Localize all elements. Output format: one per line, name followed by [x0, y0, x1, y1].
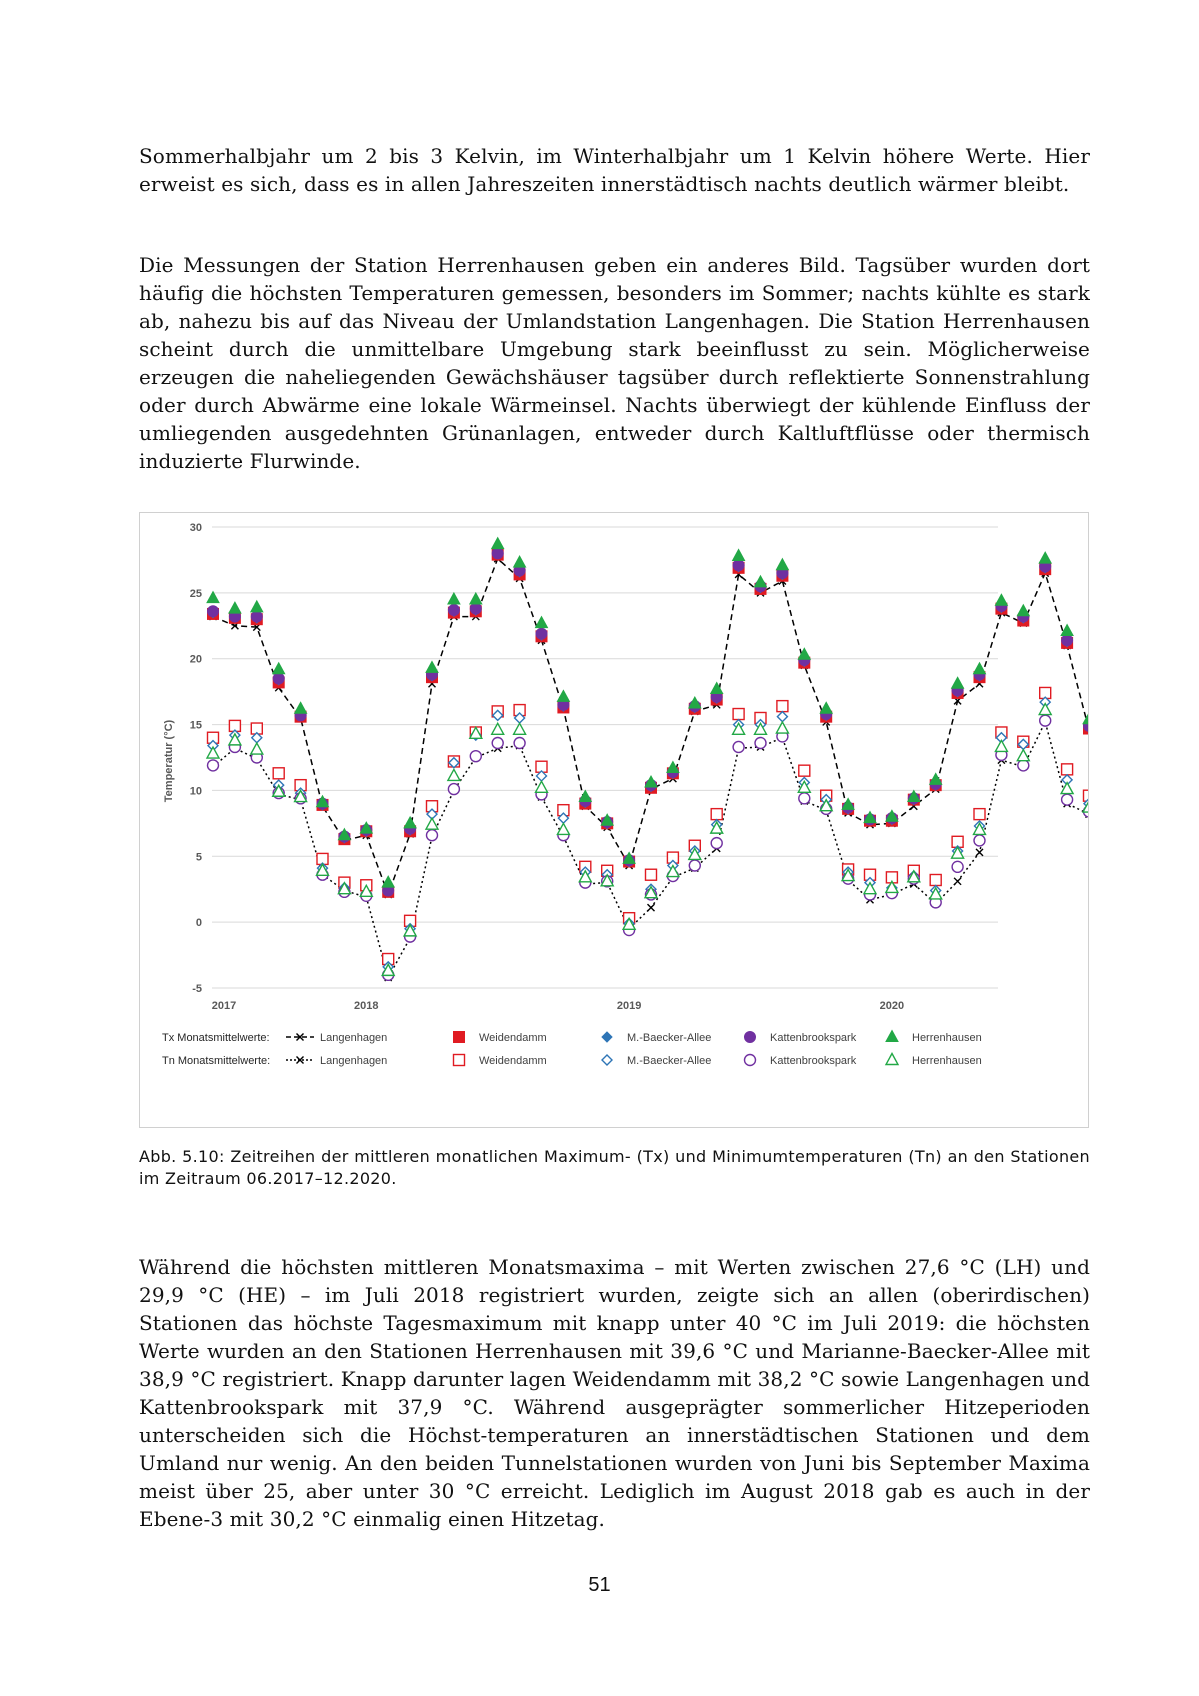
temperature-chart-figure	[139, 512, 1089, 1128]
point-tn-kattenbrookspark	[733, 741, 744, 752]
point-tx-kattenbrookspark	[733, 560, 744, 571]
point-tn-herrenhausen	[1039, 704, 1051, 715]
point-tn-weidendamm	[273, 768, 284, 779]
series-markers	[207, 538, 1088, 981]
legend-entry-label: Weidendamm	[479, 1055, 547, 1067]
temperature-chart	[140, 513, 1088, 1127]
point-tn-herrenhausen	[1017, 750, 1029, 761]
legend-marker	[886, 1031, 898, 1042]
point-tn-herrenhausen	[1061, 783, 1073, 794]
legend-entry-label: Herrenhausen	[912, 1032, 982, 1044]
point-tn-kattenbrookspark	[514, 738, 525, 749]
x-tick-label: 2020	[879, 1000, 905, 1012]
x-tick-label: 2018	[354, 1000, 379, 1012]
point-tx-herrenhausen	[251, 601, 263, 612]
legend-entry-label: M.-Baecker-Allee	[627, 1032, 712, 1044]
point-tx-herrenhausen	[404, 817, 416, 828]
point-tx-herrenhausen	[995, 594, 1007, 605]
point-tn-langenhagen	[954, 878, 961, 885]
point-tx-herrenhausen	[820, 702, 832, 713]
point-tx-herrenhausen	[1017, 605, 1029, 616]
point-tx-kattenbrookspark	[492, 548, 503, 559]
point-tn-kattenbrookspark	[689, 860, 700, 871]
point-tx-herrenhausen	[448, 593, 460, 604]
point-tn-kattenbrookspark	[974, 835, 985, 846]
x-tick-label: 2017	[211, 1000, 237, 1012]
point-tx-kattenbrookspark	[1062, 635, 1073, 646]
point-tn-kattenbrookspark	[952, 861, 963, 872]
point-tx-herrenhausen	[952, 677, 964, 688]
y-tick-label: 30	[189, 522, 202, 534]
point-tx-herrenhausen	[930, 773, 942, 784]
y-tick-label: 20	[189, 653, 202, 666]
y-tick-labels	[190, 522, 202, 995]
point-tx-herrenhausen	[974, 663, 986, 674]
point-tn-kattenbrookspark	[711, 838, 722, 849]
point-tx-herrenhausen	[229, 602, 241, 613]
point-tn-langenhagen	[648, 904, 655, 911]
point-tn-weidendamm	[974, 809, 985, 820]
point-tn-herrenhausen	[995, 740, 1007, 751]
legend-entry-label: Langenhagen	[320, 1032, 388, 1044]
point-tx-herrenhausen	[557, 690, 569, 701]
legend-row-label: Tx Monatsmittelwerte:	[162, 1032, 270, 1044]
y-tick-label: 10	[189, 785, 202, 798]
point-tx-herrenhausen	[776, 559, 788, 570]
y-tick-label: 15	[189, 719, 202, 732]
legend-entry-label: Herrenhausen	[912, 1055, 982, 1067]
figure-caption: Abb. 5.10: Zeitreihen der mittleren monatlichen Maximum- (Tx) und Minimumtemperaturen (Tn) an den Stationen im Zeitraum 06.2017–12.2020.	[139, 1147, 1090, 1188]
point-tn-kattenbrookspark	[1062, 794, 1073, 805]
point-tx-herrenhausen	[755, 576, 767, 587]
point-tn-m-baecker-allee	[777, 712, 787, 722]
legend-row-label: Tn Monatsmittelwerte:	[162, 1055, 271, 1067]
legend-entry-label: Weidendamm	[479, 1032, 547, 1044]
legend-entry-label: Kattenbrookspark	[770, 1032, 857, 1044]
paragraph-intro: Sommerhalbjahr um 2 bis 3 Kelvin, im Winterhalbjahr um 1 Kelvin höhere Werte. Hier erweist es sich, dass es in allen Jahreszeiten innerstädtisch nachts deutlich wärmer bleibt.	[139, 144, 1090, 196]
point-tx-kattenbrookspark	[448, 604, 459, 615]
point-tx-herrenhausen	[1039, 552, 1051, 563]
point-tx-kattenbrookspark	[208, 606, 219, 617]
point-tn-kattenbrookspark	[208, 760, 219, 771]
point-tx-herrenhausen	[514, 556, 526, 567]
legend-marker	[745, 1055, 756, 1066]
point-tx-herrenhausen	[579, 791, 591, 802]
legend	[162, 1031, 982, 1068]
grid-layer	[212, 527, 998, 988]
x-tick-label: 2019	[616, 1000, 642, 1012]
point-tx-herrenhausen	[295, 702, 307, 713]
point-tn-langenhagen	[976, 849, 983, 856]
point-tx-herrenhausen	[426, 661, 438, 672]
point-tn-herrenhausen	[448, 769, 460, 780]
legend-entry-label: Kattenbrookspark	[770, 1055, 857, 1067]
y-tick-label: 5	[195, 851, 202, 864]
legend-entry-label: M.-Baecker-Allee	[627, 1055, 712, 1067]
point-tn-weidendamm	[930, 874, 941, 885]
point-tn-weidendamm	[1062, 764, 1073, 775]
y-tick-label: -5	[192, 983, 202, 995]
point-tx-kattenbrookspark	[470, 603, 481, 614]
paragraph-maxima: Während die höchsten mittleren Monatsmaxima – mit Werten zwischen 27,6 °C (LH) und 29,9 °C (HE) – im Juli 2018 registriert wurden, zeigte sich an allen (oberirdischen) Stationen das höchste Tagesmaximum mit knapp unter 40 °C im Juli 2019: die höchsten Werte wurden an den Stationen Herrenhausen mit 39,6 °C und Marianne-Baecker-Allee mit 38,9 °C registriert. Knapp darunter lagen Weidendamm mit 38,2 °C sowie Langenhagen und Kattenbrookspark mit 37,9 °C. Während ausgeprägter sommerlicher Hitzeperioden unterscheiden sich die Höchst-temperaturen an innerstädtischen Stationen und dem Umland nur wenig. An den beiden Tunnelstationen wurden von Juni bis September Maxima meist über 25, aber unter 30 °C erreicht. Lediglich im August 2018 gab es auch in der Ebene-3 mit 30,2 °C einmalig einen Hitzetag.	[139, 1255, 1090, 1531]
point-tn-kattenbrookspark	[755, 738, 766, 749]
y-tick-label: 25	[189, 587, 202, 600]
y-tick-label: 0	[195, 917, 202, 930]
point-tx-kattenbrookspark	[273, 673, 284, 684]
point-tx-kattenbrookspark	[251, 611, 262, 622]
paragraph-herrenhausen: Die Messungen der Station Herrenhausen geben ein anderes Bild. Tagsüber wurden dort häufig die höchsten Temperaturen gemessen, besonders im Sommer; nachts kühlte es stark ab, nahezu bis auf das Niveau der Umlandstation Langenhagen. Die Station Herrenhausen scheint durch die unmittelbare Umgebung stark beeinflusst zu sein. Möglicherweise erzeugen die naheliegenden Gewächshäuser tagsüber durch reflektierte Sonnenstrahlung oder durch Abwärme eine lokale Wärmeinsel. Nachts überwiegt der kühlende Einfluss der umliegenden ausgedehnten Grünanlagen, entweder durch Kaltluftflüsse oder thermisch induzierte Flurwinde.	[139, 253, 1090, 473]
point-tn-herrenhausen	[776, 722, 788, 733]
point-tn-weidendamm	[711, 809, 722, 820]
point-tn-kattenbrookspark	[448, 784, 459, 795]
y-axis-label: Temperatur (°C)	[163, 719, 175, 803]
page-number: 51	[588, 1574, 611, 1596]
point-tn-weidendamm	[733, 709, 744, 720]
x-tick-labels	[212, 1000, 904, 1012]
point-tn-herrenhausen	[251, 743, 263, 754]
legend-marker	[886, 1054, 898, 1065]
legend-marker	[745, 1032, 756, 1043]
point-tx-herrenhausen	[273, 663, 285, 674]
point-tn-kattenbrookspark	[799, 793, 810, 804]
point-tn-kattenbrookspark	[492, 738, 503, 749]
point-tx-herrenhausen	[536, 617, 548, 628]
point-tx-kattenbrookspark	[536, 628, 547, 639]
point-tn-herrenhausen	[536, 781, 548, 792]
point-tx-herrenhausen	[470, 593, 482, 604]
point-tn-weidendamm	[646, 869, 657, 880]
point-tn-herrenhausen	[207, 747, 219, 758]
legend-marker	[602, 1032, 612, 1042]
point-tn-kattenbrookspark	[1018, 760, 1029, 771]
legend-entry-label: Langenhagen	[320, 1055, 388, 1067]
point-tx-herrenhausen	[733, 549, 745, 560]
legend-marker	[454, 1032, 465, 1043]
point-tn-kattenbrookspark	[1040, 715, 1051, 726]
legend-marker	[454, 1055, 465, 1066]
point-tn-kattenbrookspark	[470, 751, 481, 762]
point-tn-herrenhausen	[426, 818, 438, 829]
legend-marker	[602, 1055, 612, 1065]
point-tn-weidendamm	[777, 701, 788, 712]
point-tn-weidendamm	[799, 765, 810, 776]
point-tn-kattenbrookspark	[427, 830, 438, 841]
series-lines	[213, 559, 1088, 978]
point-tx-herrenhausen	[492, 538, 504, 549]
